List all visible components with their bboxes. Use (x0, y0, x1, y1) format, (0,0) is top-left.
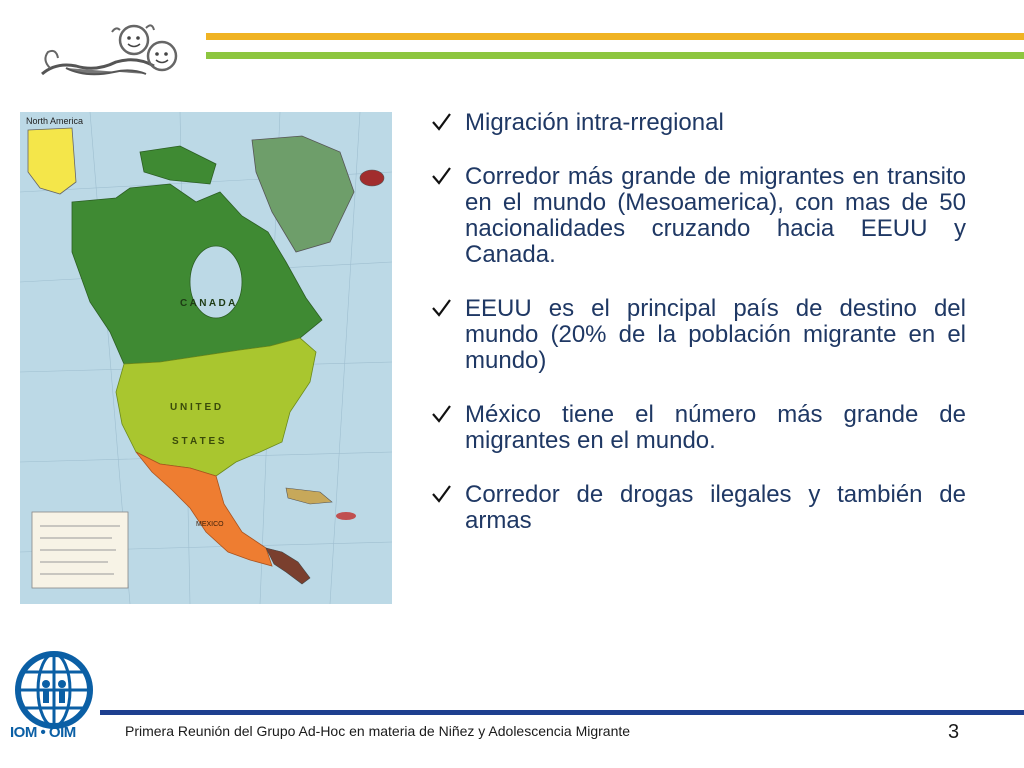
bullet-item (430, 402, 966, 454)
bullet-item (430, 164, 966, 268)
children-drawing-logo-icon (36, 22, 196, 84)
bullet-text: EEUU es el principal país de destino del mundo (20% de la población migrante en el mundo) (465, 295, 966, 374)
bullet-list (430, 110, 966, 562)
bullet-text: Corredor más grande de migrantes en transito en el mundo (Mesoamerica), con mas de 50 nacionalidades cruzando hacia EEUU y Canada. (465, 163, 966, 268)
footer-caption: Primera Reunión del Grupo Ad-Hoc en materia de Niñez y Adolescencia Migrante (125, 723, 631, 739)
bullet-item (430, 110, 966, 136)
checkmark-icon (430, 111, 452, 133)
map-label-states: S T A T E S (172, 436, 225, 447)
header-orange-bar (206, 33, 1024, 40)
header-green-bar (206, 52, 1024, 59)
bullet-text: México tiene el número más grande de migrantes en el mundo. (465, 401, 966, 454)
map-label-canada: C A N A D A (180, 298, 236, 309)
checkmark-icon (430, 297, 452, 319)
checkmark-icon (430, 483, 452, 505)
checkmark-icon (430, 403, 452, 425)
org-logo-text: IOM • OIM (10, 724, 76, 741)
bullet-item (430, 482, 966, 534)
bullet-item (430, 296, 966, 374)
checkmark-icon (430, 165, 452, 187)
bullet-text: Corredor de drogas ilegales y también de armas (465, 481, 966, 534)
page-number: 3 (948, 721, 960, 743)
bullet-text: Migración intra-rregional (465, 109, 724, 136)
map-label-united: U N I T E D (170, 402, 222, 413)
map-label-mexico: MEXICO (196, 521, 224, 528)
north-america-map (20, 112, 392, 604)
map-title: North America (26, 116, 84, 126)
footer-divider (100, 710, 1024, 715)
